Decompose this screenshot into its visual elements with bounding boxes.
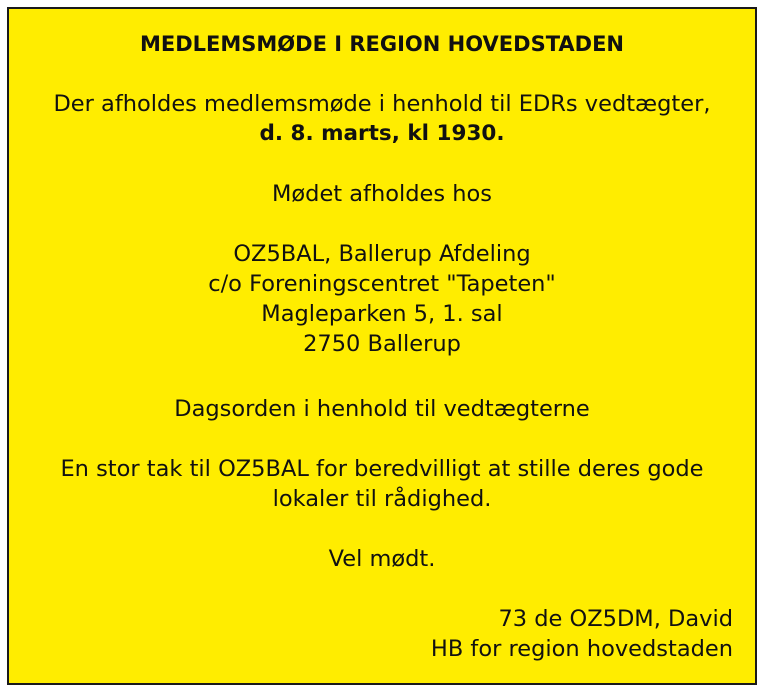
thanks-block [9, 454, 755, 514]
intro-block [9, 89, 755, 149]
agenda-text: Dagsorden i henhold til vedtægterne [174, 396, 590, 422]
notice-title: MEDLEMSMØDE I REGION HOVEDSTADEN [139, 32, 624, 56]
signature-line: HB for region hovedstaden [430, 636, 733, 662]
intro-line: Der afholdes medlemsmøde i henhold til EDRs vedtægter, [53, 91, 711, 117]
venue-intro: Mødet afholdes hos [271, 181, 492, 207]
thanks-line: En stor tak til OZ5BAL for beredvilligt at stille deres gode [60, 456, 704, 482]
address-line: c/o Foreningscentret "Tapeten" [208, 271, 556, 297]
address-line: 2750 Ballerup [303, 331, 461, 357]
venue-address [9, 239, 755, 359]
signature-line: 73 de OZ5DM, David [498, 606, 733, 632]
thanks-line: lokaler til rådighed. [272, 486, 492, 512]
meeting-date: d. 8. marts, kl 1930. [259, 121, 505, 146]
address-line: OZ5BAL, Ballerup Afdeling [233, 241, 531, 267]
closing-text: Vel mødt. [328, 546, 436, 572]
address-line: Magleparken 5, 1. sal [261, 301, 503, 327]
meeting-notice-box [7, 7, 757, 685]
signature-block [9, 604, 755, 664]
